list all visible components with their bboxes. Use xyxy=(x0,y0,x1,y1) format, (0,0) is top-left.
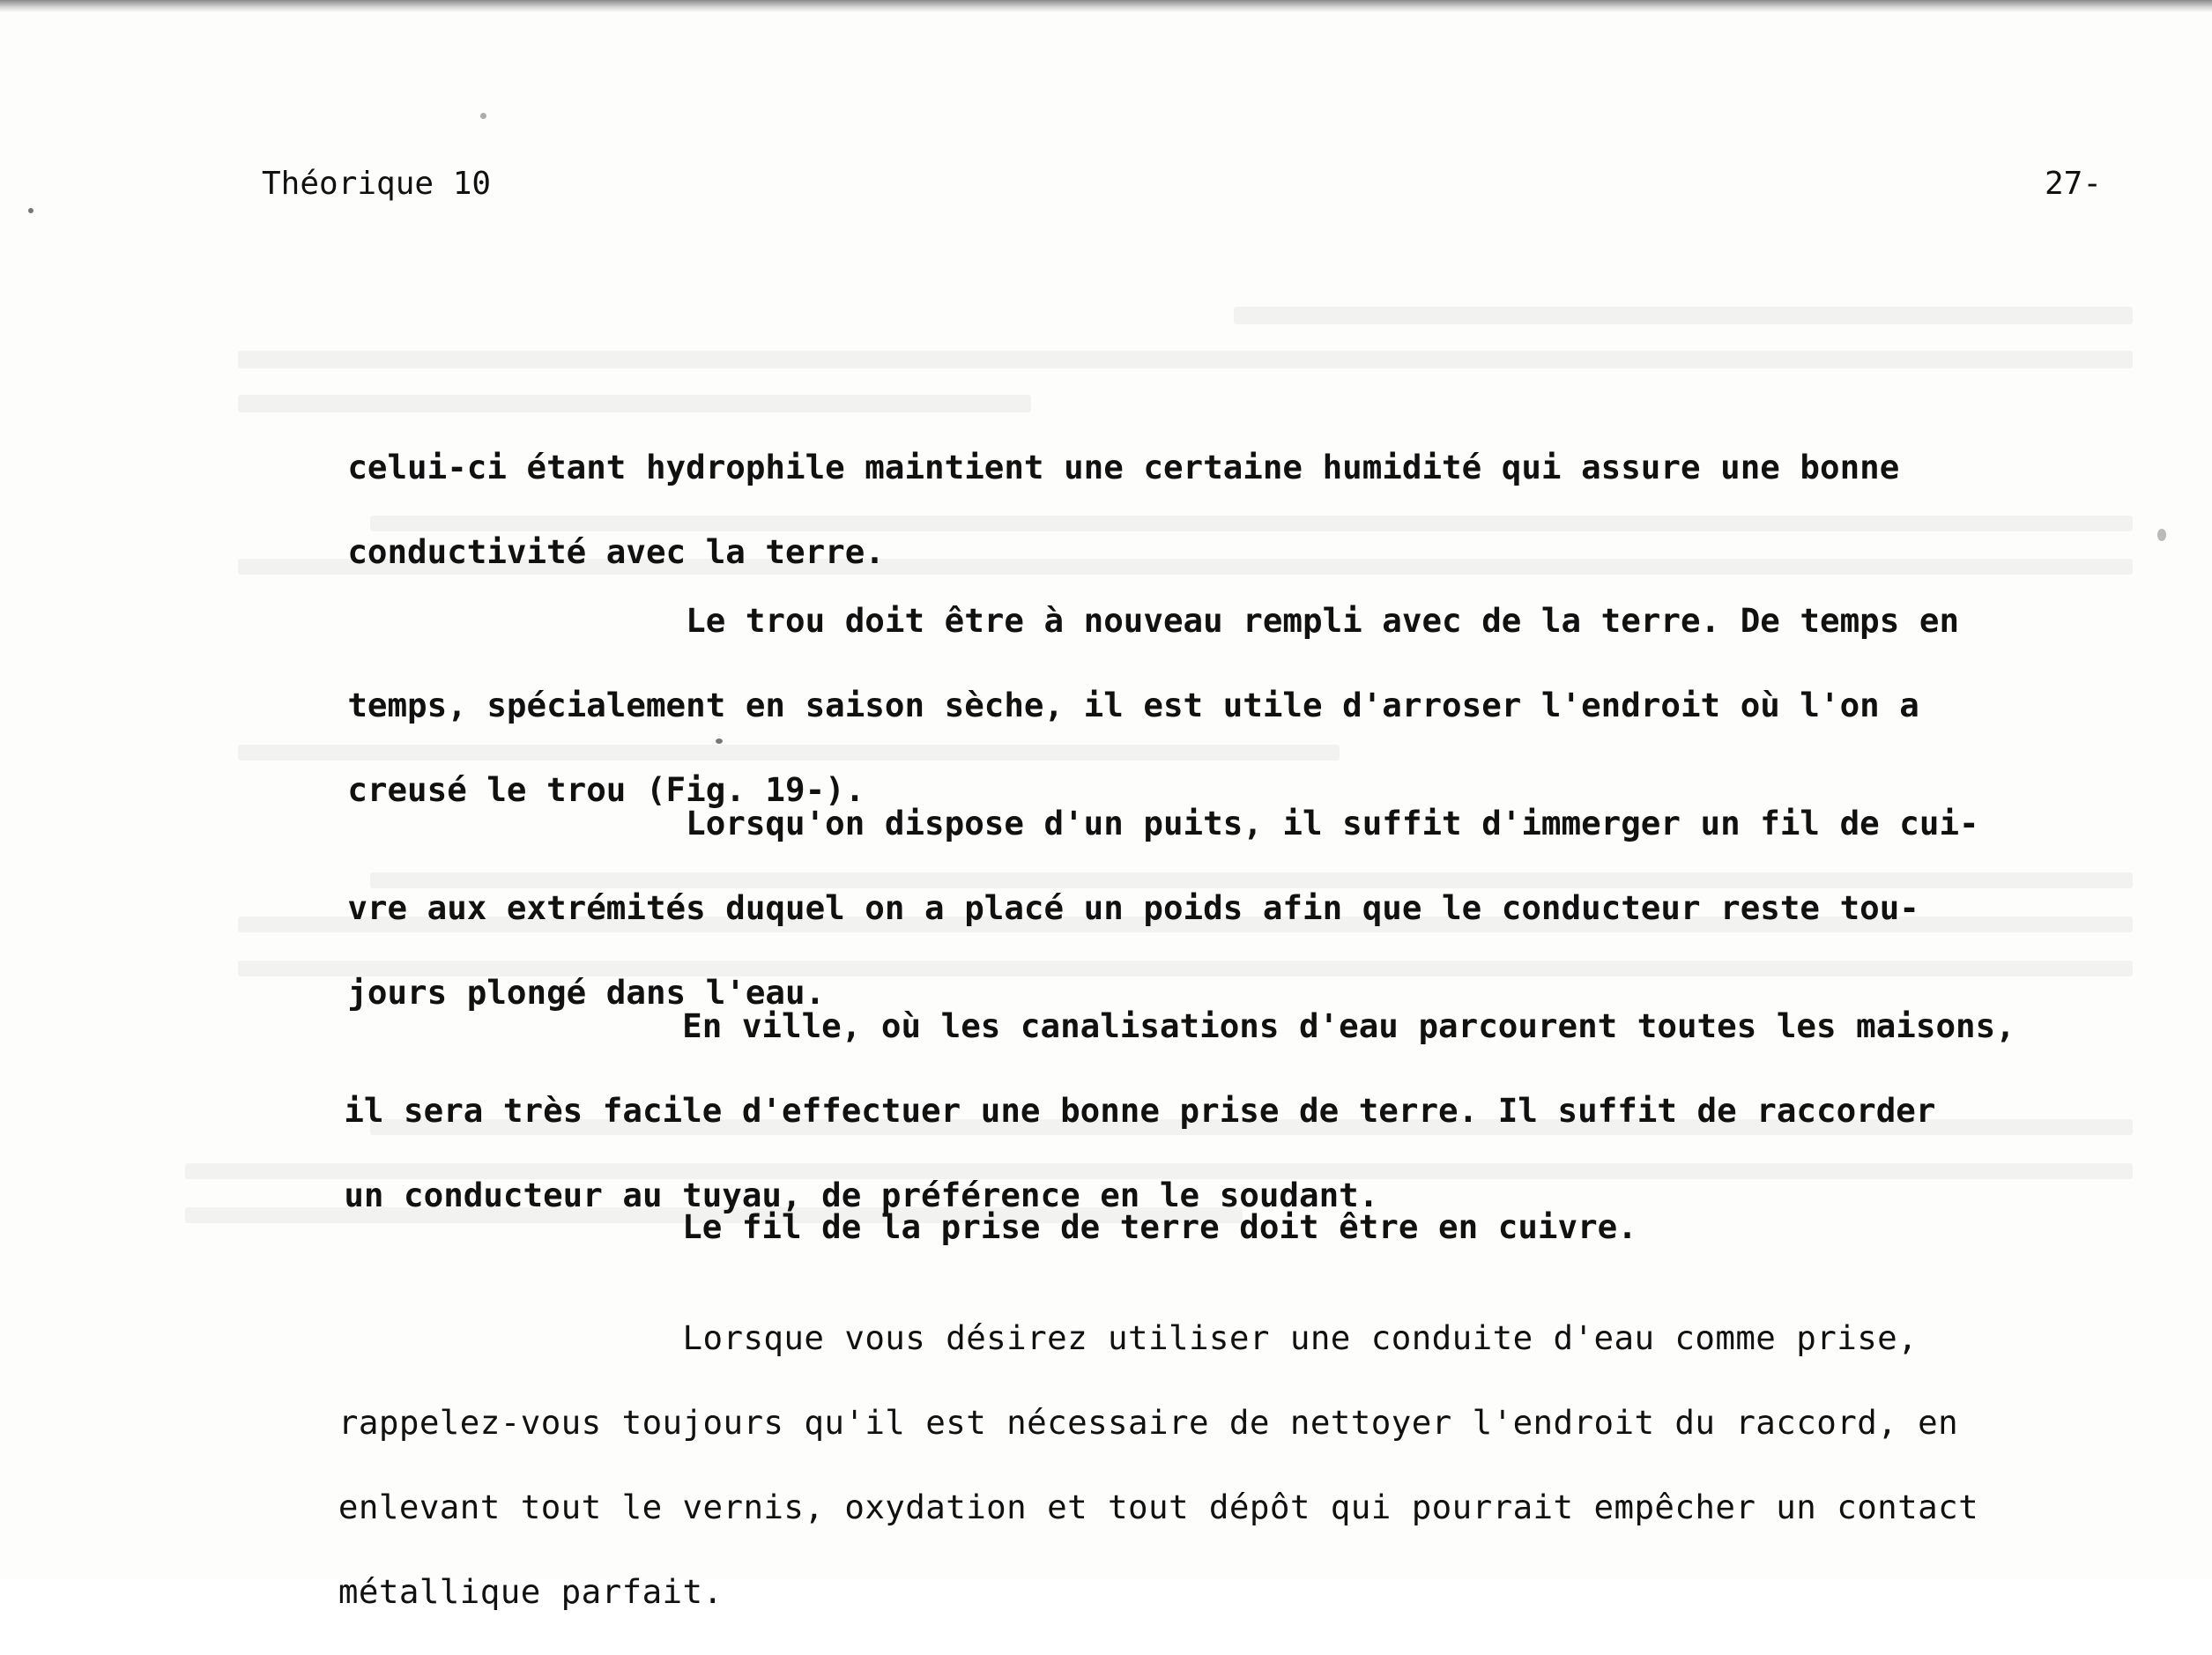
dust-speck xyxy=(480,113,486,119)
text-line: Lorsqu'on dispose d'un puits, il suffit d'immerger un fil de cui- xyxy=(347,804,1979,842)
page-header-title: Théorique 10 xyxy=(262,166,492,202)
scan-edge xyxy=(0,0,2212,12)
page-number: 27- xyxy=(2045,166,2103,202)
text-line: métallique parfait. xyxy=(338,1572,724,1611)
text-line: celui-ci étant hydrophile maintient une certaine humidité qui assure une bonne xyxy=(347,448,1900,486)
text-line: Lorsque vous désirez utiliser une conduite d'eau comme prise, xyxy=(338,1318,1919,1357)
text-line: En ville, où les canalisations d'eau parcourent toutes les maisons, xyxy=(344,1006,2015,1045)
text-line: jours plongé dans l'eau. xyxy=(347,973,826,1012)
paragraph xyxy=(264,1163,1637,1290)
text-line: Le fil de la prise de terre doit être en cuivre. xyxy=(344,1207,1637,1246)
text-line: Le trou doit être à nouveau rempli avec de la terre. De temps en xyxy=(347,601,1960,640)
text-line: vre aux extrémités duquel on a placé un poids afin que le conducteur reste tou- xyxy=(347,888,1919,927)
text-line: conductivité avec la terre. xyxy=(347,532,885,571)
text-line: temps, spécialement en saison sèche, il est utile d'arroser l'endroit où l'on a xyxy=(347,686,1919,724)
dust-speck xyxy=(28,208,33,213)
text-line: creusé le trou (Fig. 19-). xyxy=(347,770,865,809)
text-line: enlevant tout le vernis, oxydation et tout dépôt qui pourrait empêcher un contact xyxy=(338,1488,1979,1526)
paragraph xyxy=(257,1274,1978,1655)
dust-speck xyxy=(2157,529,2166,541)
bleed-through-mark xyxy=(238,351,2133,368)
text-line: il sera très facile d'effectuer une bonne prise de terre. Il suffit de raccorder xyxy=(344,1091,1936,1130)
bleed-through-mark xyxy=(1234,307,2133,324)
text-line: un conducteur au tuyau, de préférence en le soudant. xyxy=(344,1176,1379,1214)
text-line: rappelez-vous toujours qu'il est nécessaire de nettoyer l'endroit du raccord, en xyxy=(338,1403,1959,1442)
